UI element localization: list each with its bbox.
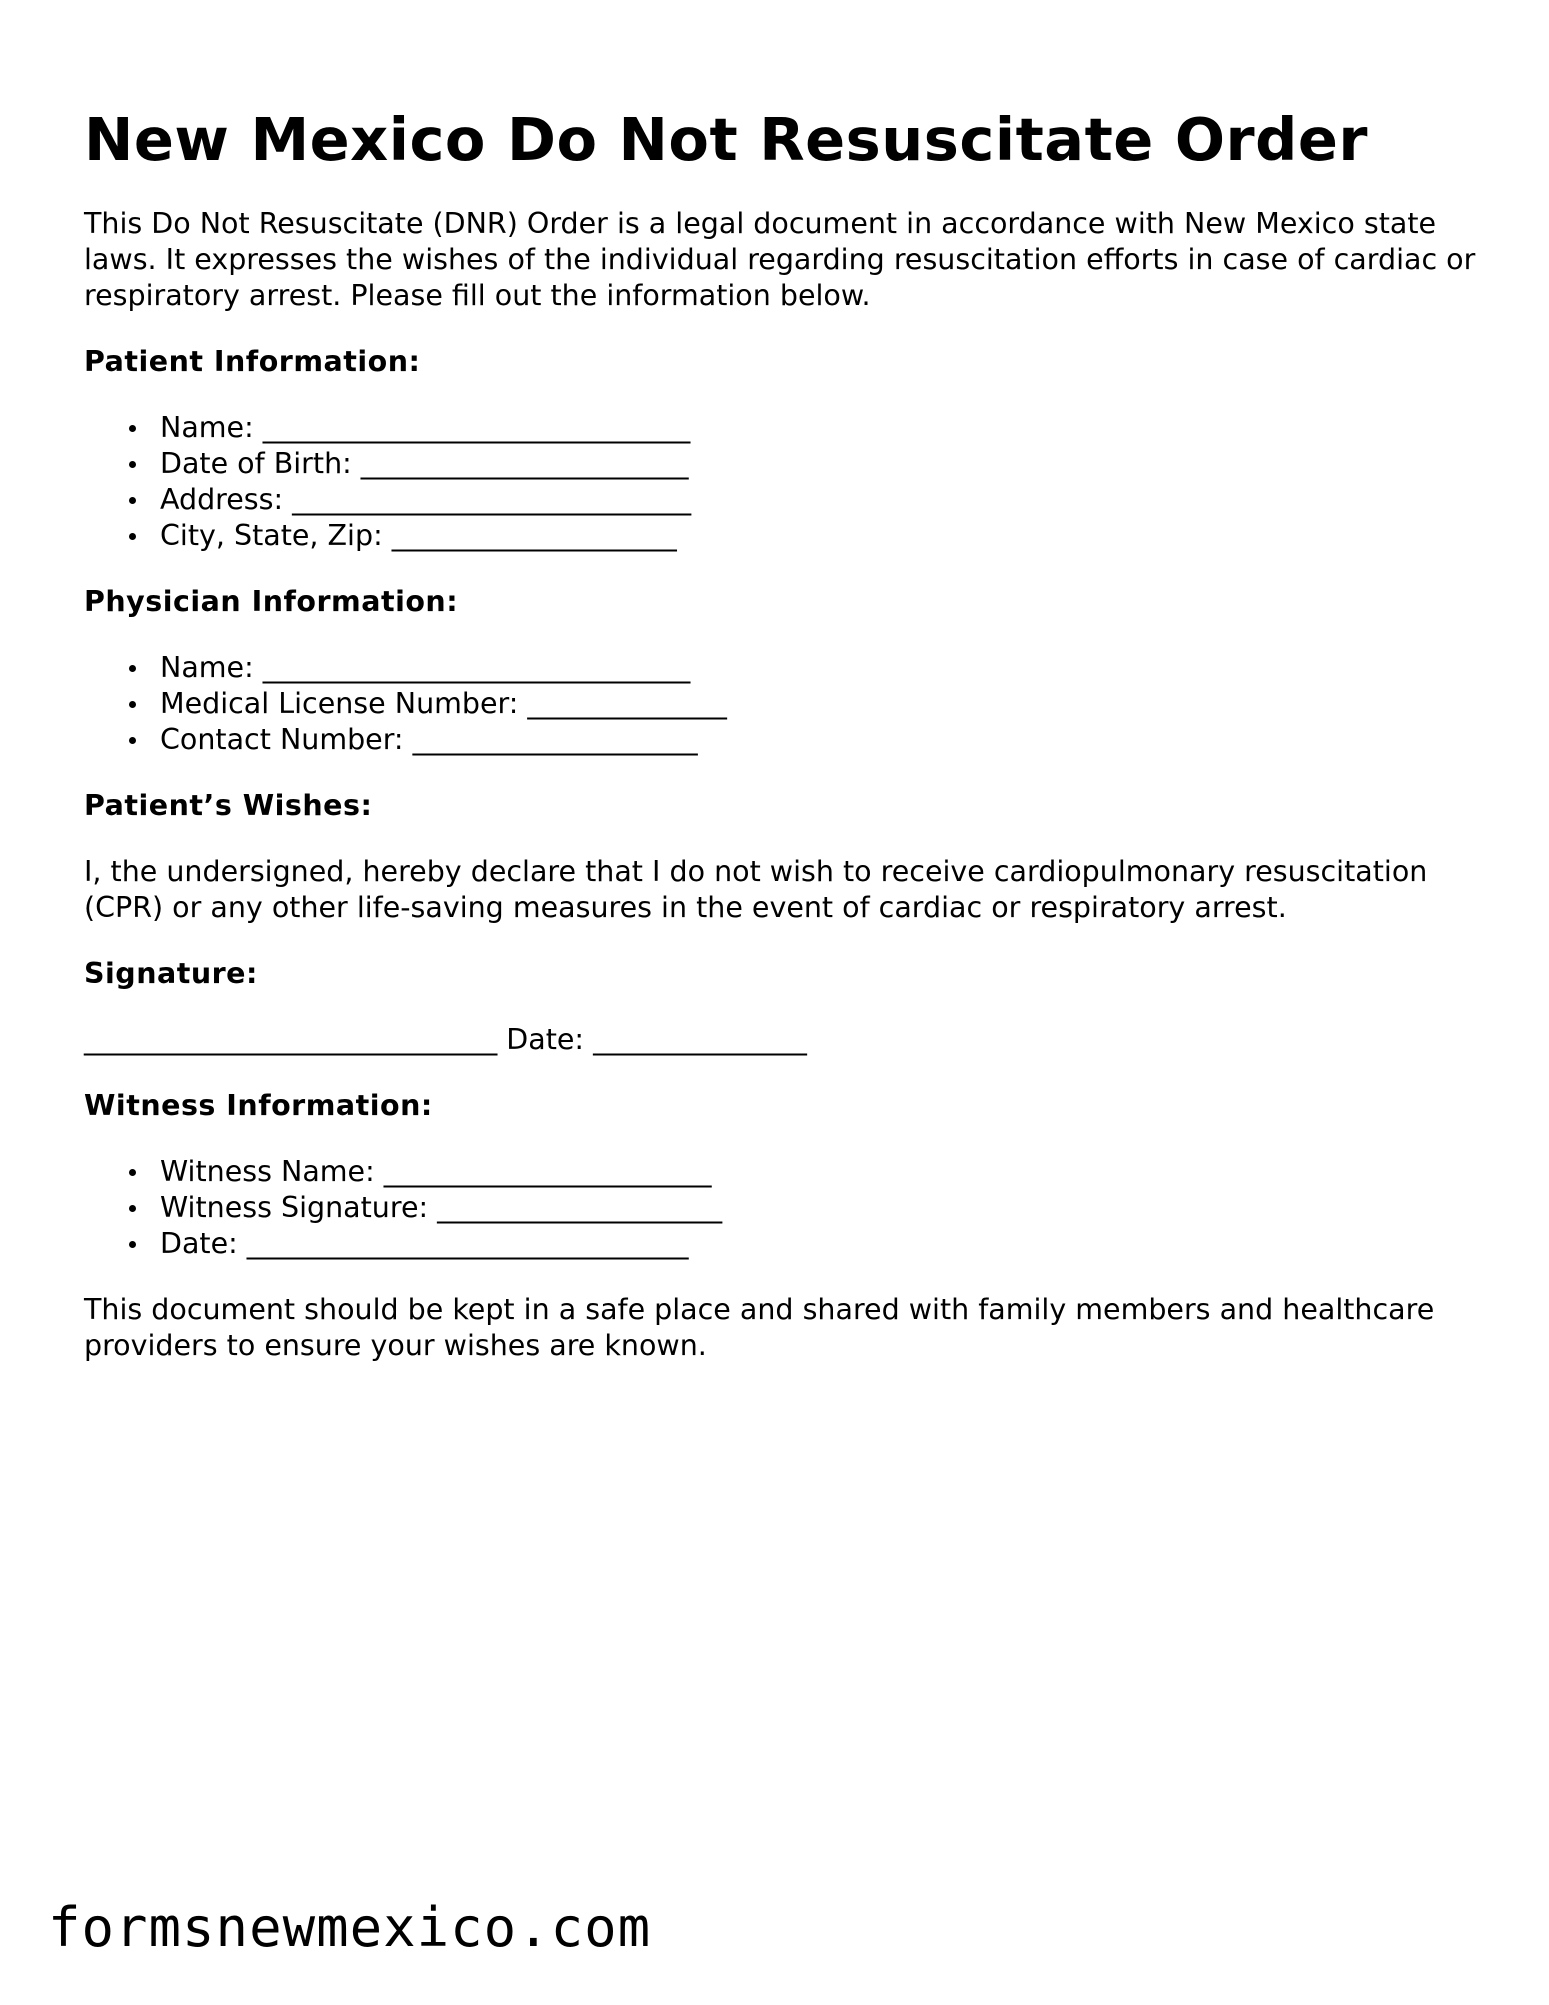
intro-paragraph: This Do Not Resuscitate (DNR) Order is a legal document in accordance with New Mexico state laws. It expresses the wishes of the individual regarding resuscitation efforts in case of cardiac or respiratory arrest. Please fill out the information below.: [84, 207, 1476, 312]
document-page: [84, 100, 1484, 1394]
patient-information-list: [84, 410, 1484, 554]
closing-paragraph: This document should be kept in a safe place and shared with family members and healthcare providers to ensure your wishes are known.: [84, 1293, 1435, 1362]
physician-license-field: Medical License Number: ______________: [160, 686, 1484, 722]
signature-heading: Signature:: [84, 957, 258, 990]
witness-information-list: [84, 1154, 1484, 1262]
physician-information-list: [84, 650, 1484, 758]
patients-wishes-text: I, the undersigned, hereby declare that I do not wish to receive cardiopulmonary resuscitation (CPR) or any other life-saving measures in the event of cardiac or respiratory arrest.: [84, 855, 1428, 924]
patient-dob-field: Date of Birth: _______________________: [160, 446, 1484, 482]
document-title: New Mexico Do Not Resuscitate Order: [84, 105, 1368, 174]
physician-name-field: Name: ______________________________: [160, 650, 1484, 686]
witness-information-heading: Witness Information:: [84, 1089, 433, 1122]
witness-signature-field: Witness Signature: ____________________: [160, 1190, 1484, 1226]
patients-wishes-heading: Patient’s Wishes:: [84, 789, 373, 822]
physician-contact-field: Contact Number: ____________________: [160, 722, 1484, 758]
footer-site-name: formsnewmexico.com: [48, 1896, 652, 1959]
signature-date-line: _____________________________ Date: _______________: [84, 1023, 807, 1056]
patient-information-heading: Patient Information:: [84, 345, 421, 378]
patient-city-state-zip-field: City, State, Zip: ____________________: [160, 518, 1484, 554]
patient-name-field: Name: ______________________________: [160, 410, 1484, 446]
witness-date-field: Date: _______________________________: [160, 1226, 1484, 1262]
physician-information-heading: Physician Information:: [84, 585, 459, 618]
patient-address-field: Address: ____________________________: [160, 482, 1484, 518]
witness-name-field: Witness Name: _______________________: [160, 1154, 1484, 1190]
